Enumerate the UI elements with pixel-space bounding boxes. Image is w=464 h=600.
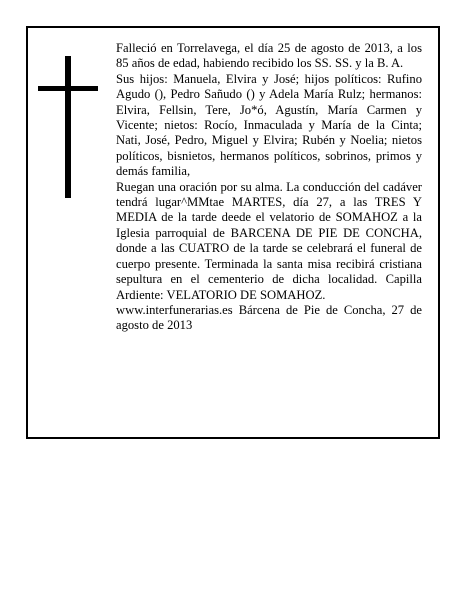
cross-horizontal-bar [38,86,98,91]
cross-icon [38,56,98,198]
family-list: Sus hijos: Manuela, Elvira y José; hijos políticos: Rufino Agudo (), Pedro Sañudo () y Adela María Rulz; hermanos: Elvira, Fellsin, Tere, Jo*ó, Agustín, María Carmen y Vicente; nietos: Rocío, Inmaculada y María de la Cinta; Nati, José, Pedro, Miguel y Elvira; Rubén y Noelia; nietos políticos, bisnietos, hermanos políticos, sobrinos, primos y demás familia, [116,71,422,179]
cross-vertical-bar [65,56,71,198]
notice-text [116,41,422,334]
obituary-notice [26,26,440,439]
source-and-date: www.interfunerarias.es Bárcena de Pie de Concha, 27 de agosto de 2013 [116,302,422,333]
funeral-details: Ruegan una oración por su alma. La conducción del cadáver tendrá lugar^MMtae MARTES, día 27, a las TRES Y MEDIA de la tarde deede el velatorio de SOMAHOZ a la Iglesia parroquial de BARCENA DE PIE DE CONCHA, donde a las CUATRO de la tarde se celebrará el funeral de cuerpo presente. Terminada la santa misa recibirá cristiana sepultura en el cementerio de dicha localidad. Capilla Ardiente: VELATORIO DE SOMAHOZ. [116,179,422,302]
death-announcement: Falleció en Torrelavega, el día 25 de agosto de 2013, a los 85 años de edad, habiendo recibido los SS. SS. y la B. A. [116,41,422,71]
